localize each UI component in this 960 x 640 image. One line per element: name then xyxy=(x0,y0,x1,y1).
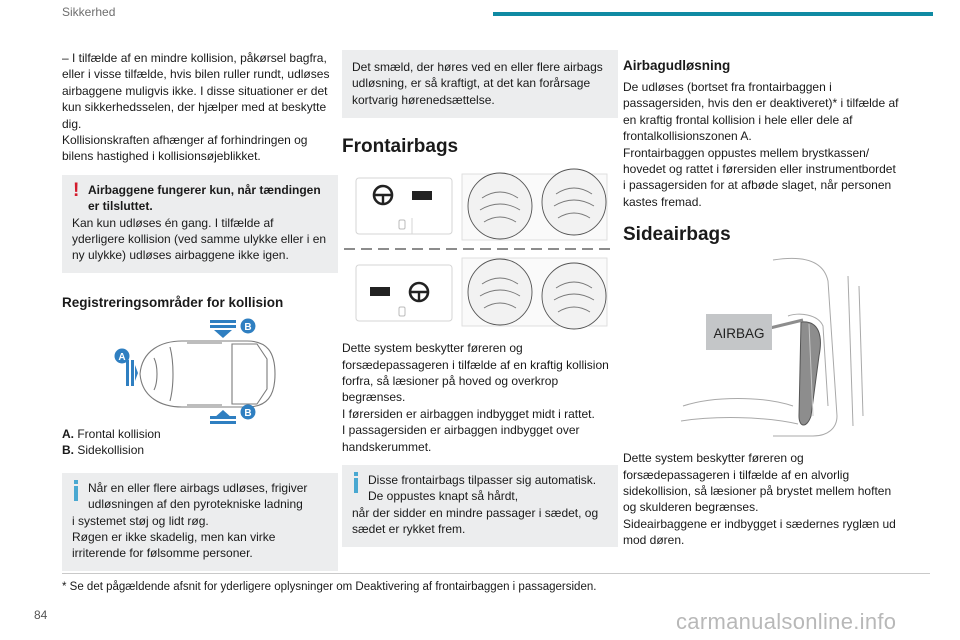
sideairbags-figure xyxy=(623,256,899,442)
seat-side-airbag-illustration xyxy=(623,256,899,442)
deployment-body-1: De udløses (bortset fra frontairbaggen i passagersiden, hvis den er deaktiveret)* i tilfælde af en kraftig frontal kollision i hele eller dele af frontalkollisionszonen A. xyxy=(623,80,899,144)
passenger-airbag-panel-bottom xyxy=(370,287,390,296)
legend-item-a: A. Frontal kollision xyxy=(62,426,161,441)
hearing-note-text: Det smæld, der høres ved en eller flere airbags udløsning, er så kraftigt, at det kan forårsage kortvarig hørenedsættelse. xyxy=(352,60,603,107)
column-right xyxy=(623,50,899,549)
frontal-impact-arrows xyxy=(126,360,138,386)
section-title: Sikkerhed xyxy=(62,5,116,19)
label-b-top: B xyxy=(244,321,252,333)
column-middle xyxy=(342,50,618,547)
passenger-airbag-panel-top xyxy=(412,191,432,200)
intro-paragraph-1: – I tilfælde af en mindre kollision, påkørsel bagfra, eller i visse tilfælde, hvis bilen ruller rundt, udløses airbaggene muligvis ikke. I disse situationer er det kun sikkerhedsselen, der hjælper med at beskytte dig. xyxy=(62,51,330,131)
watermark: carmanualsonline.info xyxy=(676,609,897,634)
label-b-bottom: B xyxy=(244,407,252,419)
airbag-drawings-top xyxy=(462,169,607,240)
page-number: 84 xyxy=(34,608,48,622)
collision-zones-heading: Registreringsområder for kollision xyxy=(62,294,284,310)
airbag-deployment-heading: Airbagudløsning xyxy=(623,58,731,73)
info-text: i systemet støj og lidt røg. xyxy=(72,513,209,528)
side-impact-arrows-top xyxy=(210,320,236,338)
car-top-view-illustration xyxy=(62,314,338,424)
collision-zones-figure xyxy=(62,314,338,424)
frontairbags-heading: Frontairbags xyxy=(342,136,459,158)
warning-box xyxy=(62,175,338,273)
info-box-smoke xyxy=(62,473,338,571)
label-a: A xyxy=(118,351,126,363)
steering-wheel-icon-top xyxy=(374,186,392,204)
frontairbags-body-1: Dette system beskytter føreren og forsædepassageren i tilfælde af en kraftig kollision forfra, så læsioner på hoved og overkrop begrænses. xyxy=(342,341,609,405)
adaptive-text: når der sidder en mindre passager i sædet, og sædet er rykket frem. xyxy=(352,505,599,537)
frontairbags-body-2: I førersiden er airbaggen indbygget midt i rattet. xyxy=(342,406,595,421)
warning-bold-text: Airbaggene fungerer kun, når tændingen er tilsluttet. xyxy=(88,182,321,214)
side-impact-arrows-bottom xyxy=(210,410,236,424)
info-text-2: Røgen er ikke skadelig, men kan virke irriterende for følsomme personer. xyxy=(72,529,276,561)
sideairbags-body-1: Dette system beskytter føreren og forsædepassageren i tilfælde af en alvorlig sidekollision, så læsioner på brystet mellem hoften og skulderen begrænses. xyxy=(623,451,892,515)
frontairbags-body-3: I passagersiden er airbaggen indbygget over handskerummet. xyxy=(342,423,580,454)
sideairbags-body-2: Sideairbaggene er indbygget i sædernes ryglæn ud mod døren. xyxy=(623,516,896,548)
footnote-divider xyxy=(62,573,930,574)
info-box-adaptive xyxy=(342,465,618,547)
footnote: * Se det pågældende afsnit for yderligere oplysninger om Deaktivering af frontairbaggen i passagersiden. xyxy=(62,581,597,593)
warning-text: Kan kun udløses én gang. I tilfælde af yderligere kollision (ved samme ulykke eller i en ny ulykke) udløses airbaggene ikke igen. xyxy=(72,215,327,263)
legend-item-b: B. Sidekollision xyxy=(62,443,145,458)
airbag-drawings-bottom xyxy=(462,258,607,329)
info-icon xyxy=(354,472,362,492)
info-lead-text: Når en eller flere airbags udløses, frigiver udløsningen af den pyrotekniske ladning xyxy=(88,480,308,512)
steering-wheel-icon-bottom xyxy=(410,283,428,301)
column-left xyxy=(62,50,338,571)
deployment-body-2: Frontairbaggen oppustes mellem brystkassen/ hovedet og rattet i førersiden eller instrumentbordet i passagersiden for at afbøde slaget, når personen kastes fremad. xyxy=(623,145,896,209)
frontairbags-figure xyxy=(342,168,618,330)
header-accent-bar xyxy=(493,12,933,16)
frontal-airbags-illustration xyxy=(342,168,618,330)
hearing-note-box xyxy=(342,50,618,118)
info-icon xyxy=(74,480,82,500)
intro-paragraph-2: Kollisionskraften afhænger af forhindringen og bilens hastighed i kollisionsøjeblikket. xyxy=(62,133,308,164)
adaptive-lead-text: Disse frontairbags tilpasser sig automatisk. De oppustes knapt så hårdt, xyxy=(368,473,597,504)
sideairbags-heading: Sideairbags xyxy=(623,224,731,246)
warning-icon: ! xyxy=(73,179,80,201)
airbag-label-text: AIRBAG xyxy=(713,326,765,342)
